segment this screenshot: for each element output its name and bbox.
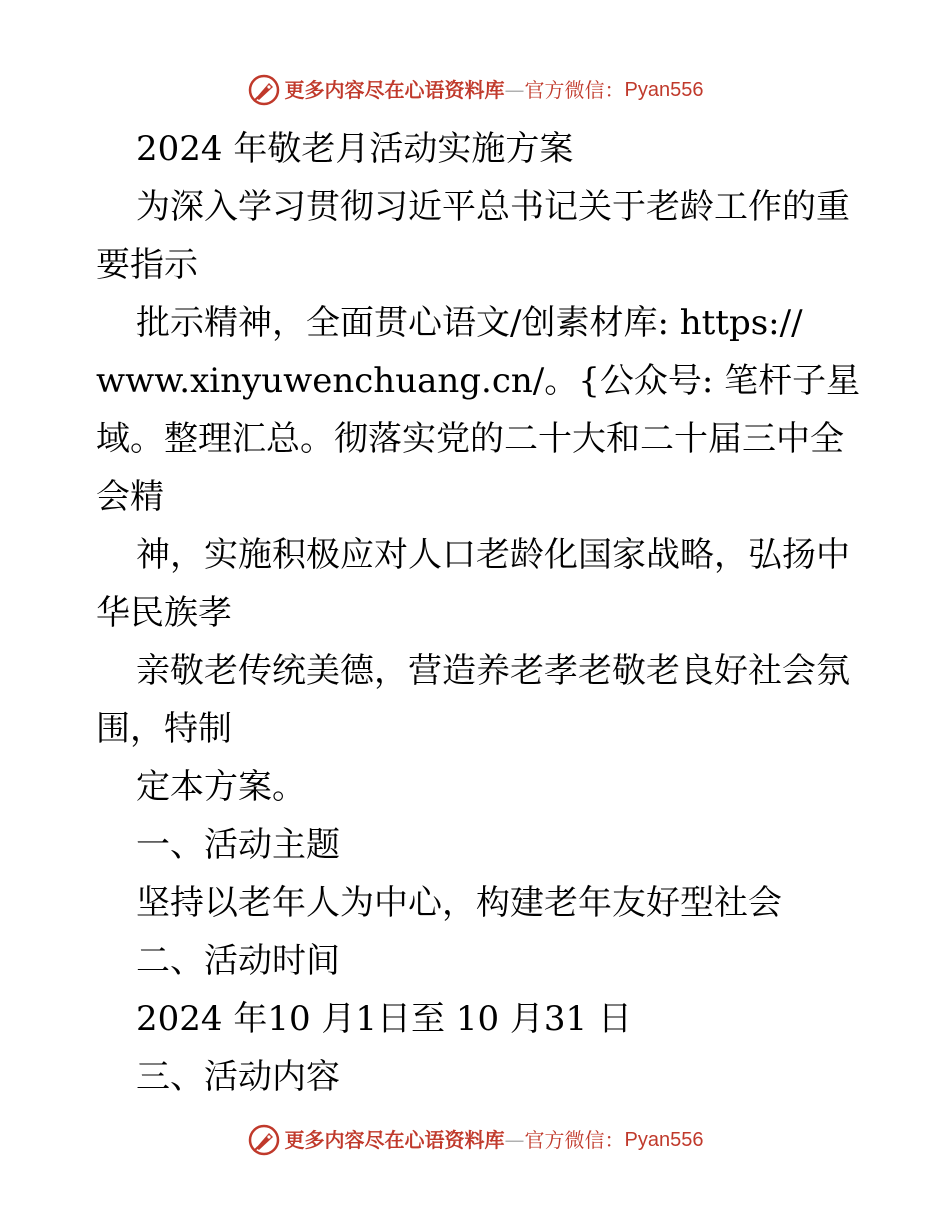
paragraph-line: 批示精神，全面贯心语文/创素材库: https:// [136, 303, 803, 343]
document-body [96, 120, 861, 1106]
paragraph-line: 神，实施积极应对人口老龄化国家战略，弘扬中 [136, 535, 850, 575]
watermark-main-text: 更多内容尽在心语资料库 [284, 78, 505, 102]
paragraph-line: 华民族孝 [96, 593, 232, 633]
watermark-separator: — [504, 78, 525, 102]
paragraph-line: 坚持以老年人为中心，构建老年友好型社会 [136, 883, 782, 923]
paragraph-line: 亲敬老传统美德，营造养老孝老敬老良好社会氛 [136, 651, 850, 691]
watermark-wechat-label: 官方微信： [524, 1128, 625, 1152]
paragraph-line: 要指示 [96, 245, 198, 285]
section-heading: 三、活动内容 [136, 1057, 340, 1097]
watermark-wechat-id: Pyan556 [624, 79, 704, 101]
fountain-pen-logo-icon [247, 73, 281, 107]
paragraph-line: www.xinyuwenchuang.cn/。{公众号: 笔杆子星 [96, 361, 861, 401]
paragraph-line: 围，特制 [96, 709, 232, 749]
watermark-separator: — [504, 1128, 525, 1152]
paragraph-line: 定本方案。 [136, 767, 306, 807]
fountain-pen-logo-icon [247, 1123, 281, 1157]
paragraph-line: 域。整理汇总。彻落实党的二十大和二十届三中全 [96, 419, 844, 459]
footer-watermark [0, 1120, 950, 1160]
watermark-wechat-id: Pyan556 [624, 1129, 704, 1151]
header-watermark [0, 70, 950, 110]
document-title: 2024 年敬老月活动实施方案 [136, 129, 574, 169]
watermark-main-text: 更多内容尽在心语资料库 [284, 1128, 505, 1152]
section-heading: 一、活动主题 [136, 825, 340, 865]
watermark-wechat-label: 官方微信： [524, 78, 625, 102]
section-heading: 二、活动时间 [136, 941, 340, 981]
paragraph-line: 为深入学习贯彻习近平总书记关于老龄工作的重 [136, 187, 850, 227]
paragraph-line: 2024 年10 月1日至 10 月31 日 [136, 999, 632, 1039]
paragraph-line: 会精 [96, 477, 164, 517]
